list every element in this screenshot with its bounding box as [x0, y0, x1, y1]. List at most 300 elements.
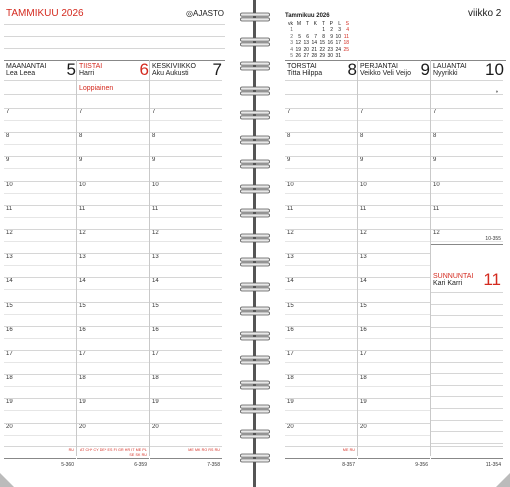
rule: [285, 253, 357, 254]
mini-calendar-day: 3: [290, 40, 293, 46]
rule: [4, 80, 76, 81]
half-rule: [358, 193, 430, 194]
binding-ring: [240, 404, 270, 414]
mini-calendar-header-cell: P: [329, 20, 333, 27]
rule: [4, 156, 76, 157]
half-rule: [285, 338, 357, 339]
half-rule: [358, 217, 430, 218]
mini-calendar-day: 6: [306, 33, 309, 40]
rule: [77, 80, 149, 81]
mini-calendar-day: 15: [319, 40, 325, 46]
binding-ring: [240, 233, 270, 243]
mini-calendar-day: 27: [303, 53, 309, 59]
rule: [77, 108, 149, 109]
day-count: 8-357: [342, 462, 355, 468]
mini-calendar-day: 14: [311, 40, 317, 46]
mini-calendar-day: 1: [290, 27, 293, 33]
hour-label: 19: [287, 399, 294, 406]
rule: [431, 446, 503, 447]
day-name: PERJANTAI: [360, 63, 398, 70]
mini-calendar-day: 30: [327, 53, 333, 59]
half-rule: [77, 144, 149, 145]
binding-ring: [240, 135, 270, 145]
day-name: KESKIVIIKKO: [152, 63, 196, 70]
mini-calendar-day: 5: [290, 53, 293, 59]
sunday-name: SUNNUNTAI: [433, 273, 474, 280]
mini-calendar-week: [285, 53, 349, 60]
half-rule: [150, 168, 222, 169]
rule: [431, 244, 503, 245]
rule: [285, 374, 357, 375]
half-rule: [77, 338, 149, 339]
half-rule: [150, 289, 222, 290]
rule: [4, 108, 76, 109]
hour-label: 7: [152, 109, 156, 115]
rule: [431, 132, 503, 133]
hour-label: 11: [79, 205, 86, 212]
day-number: 10: [485, 60, 504, 79]
day-number: 6: [139, 60, 149, 79]
hour-label: 18: [6, 375, 13, 382]
rule: [285, 156, 357, 157]
binding-ring: [240, 61, 270, 71]
rule: [358, 80, 430, 81]
hour-label: 14: [287, 278, 294, 285]
half-rule: [358, 265, 430, 266]
rule: [77, 398, 149, 399]
hour-label: 12: [433, 230, 440, 236]
half-rule: [150, 193, 222, 194]
rule: [431, 229, 503, 230]
half-rule: [285, 168, 357, 169]
half-rule: [358, 362, 430, 363]
hour-label: 12: [287, 230, 294, 236]
mini-calendar-day: 13: [303, 40, 309, 46]
sunday-number: 11: [483, 270, 501, 289]
half-rule: [4, 386, 76, 387]
mini-calendar-day: 11: [343, 33, 349, 40]
half-rule: [77, 410, 149, 411]
half-rule: [358, 435, 430, 436]
mini-calendar: [285, 13, 349, 60]
hour-label: 17: [6, 351, 13, 357]
hour-label: 14: [6, 278, 13, 285]
half-rule: [358, 241, 430, 242]
week-label: viikko 2: [468, 8, 502, 19]
rule: [285, 132, 357, 133]
binding-ring: [240, 86, 270, 96]
rule: [285, 446, 357, 447]
half-rule: [285, 241, 357, 242]
rule: [4, 132, 76, 133]
half-rule: [358, 386, 430, 387]
half-rule: [150, 265, 222, 266]
day-count: 7-358: [207, 462, 220, 468]
half-rule: [285, 289, 357, 290]
half-rule: [4, 120, 76, 121]
country-flags: ME MK RO RS RU: [188, 448, 220, 452]
hour-label: 16: [6, 326, 13, 333]
half-rule: [358, 168, 430, 169]
mini-calendar-day: [341, 53, 349, 60]
rule: [150, 446, 222, 447]
half-rule: [77, 217, 149, 218]
mini-calendar-day: 19: [295, 46, 301, 53]
rule: [285, 277, 357, 278]
half-rule: [4, 362, 76, 363]
mini-calendar-day: 24: [335, 46, 341, 53]
rule: [4, 302, 76, 303]
hour-label: 20: [79, 423, 86, 430]
rule: [358, 156, 430, 157]
half-rule: [150, 386, 222, 387]
hour-label: 8: [152, 133, 156, 140]
rule: [4, 181, 76, 182]
binding-ring: [240, 453, 270, 463]
rule: [150, 108, 222, 109]
mini-calendar-day: 7: [314, 33, 317, 40]
hour-label: 18: [360, 375, 367, 382]
hour-label: 11: [6, 205, 13, 212]
half-rule: [150, 362, 222, 363]
hour-label: 19: [152, 399, 159, 406]
hour-label: 14: [152, 278, 159, 285]
rule: [150, 350, 222, 351]
page-corner-right: [496, 473, 510, 487]
binding-ring: [240, 282, 270, 292]
hour-label: 16: [287, 326, 294, 333]
hour-label: 9: [360, 157, 364, 164]
saturday-day-count: 10-355: [485, 236, 501, 242]
day-count: 5-360: [61, 462, 74, 468]
rule: [431, 156, 503, 157]
half-rule: [285, 217, 357, 218]
mini-calendar-day: 4: [290, 46, 293, 53]
hour-label: 11: [287, 205, 294, 212]
hour-label: 9: [287, 157, 291, 164]
binding-ring: [240, 110, 270, 120]
mini-calendar-header-cell: M: [296, 20, 301, 27]
hour-label: 15: [79, 302, 86, 309]
hour-label: 13: [287, 254, 294, 261]
hour-label: 12: [152, 230, 159, 236]
rule: [77, 181, 149, 182]
hour-label: 10: [360, 181, 367, 188]
rule: [77, 229, 149, 230]
rule: [4, 94, 76, 95]
hour-label: 15: [152, 302, 159, 309]
rule: [285, 302, 357, 303]
half-rule: [285, 410, 357, 411]
half-rule: [285, 120, 357, 121]
rule: [358, 458, 430, 459]
mini-calendar-day: 12: [295, 40, 301, 46]
rule: [358, 94, 430, 95]
hour-label: 19: [79, 399, 86, 406]
mini-calendar-day: 9: [330, 33, 333, 40]
hour-label: 18: [287, 375, 294, 382]
half-rule: [285, 144, 357, 145]
hour-label: 8: [287, 133, 291, 140]
half-rule: [77, 120, 149, 121]
rule: [358, 350, 430, 351]
hour-label: 7: [6, 109, 10, 115]
rule: [150, 181, 222, 182]
rule: [358, 108, 430, 109]
rule: [4, 277, 76, 278]
mini-calendar-header-cell: L: [338, 20, 341, 27]
day-name: TIISTAI: [79, 63, 103, 70]
half-rule: [77, 193, 149, 194]
hour-label: 8: [360, 133, 364, 140]
mini-calendar-day: 29: [319, 53, 325, 59]
sunday-day-count: 11-354: [485, 462, 501, 468]
rule: [4, 398, 76, 399]
rule: [358, 398, 430, 399]
day-number: 5: [66, 60, 76, 79]
mini-calendar-day: 3: [338, 27, 341, 33]
half-rule: [77, 386, 149, 387]
rule: [150, 326, 222, 327]
day-count: 9-356: [415, 462, 428, 468]
half-rule: [4, 193, 76, 194]
mini-calendar-day: 22: [319, 46, 325, 53]
half-rule: [150, 435, 222, 436]
name-day: Lea Leea: [6, 70, 36, 77]
rule: [431, 205, 503, 206]
left-page: [0, 0, 229, 487]
rule: [77, 423, 149, 424]
hour-label: 18: [152, 375, 159, 382]
rule: [150, 94, 222, 95]
half-rule: [77, 168, 149, 169]
hour-label: 16: [152, 326, 159, 333]
half-rule: [150, 241, 222, 242]
mini-calendar-day: 8: [322, 33, 325, 40]
half-rule: [285, 193, 357, 194]
day-name: LAUANTAI: [433, 63, 467, 70]
half-rule: [431, 168, 503, 169]
rule: [4, 326, 76, 327]
name-day: Harri: [79, 70, 95, 77]
half-rule: [77, 314, 149, 315]
binding-ring: [240, 37, 270, 47]
hour-label: 12: [6, 230, 13, 236]
half-rule: [4, 168, 76, 169]
hour-label: 8: [79, 133, 83, 140]
rule: [431, 362, 503, 363]
half-rule: [4, 314, 76, 315]
half-rule: [150, 217, 222, 218]
rule: [77, 374, 149, 375]
half-rule: [358, 314, 430, 315]
hour-label: 7: [433, 109, 437, 115]
binding-ring: [240, 159, 270, 169]
sunday-person: Kari Karri: [433, 280, 463, 287]
mini-calendar-header-cell: T: [321, 20, 325, 27]
rule: [77, 326, 149, 327]
rule: [358, 181, 430, 182]
rule: [150, 302, 222, 303]
half-rule: [285, 435, 357, 436]
mini-calendar-day: 2: [290, 33, 293, 40]
mini-calendar-day: 26: [295, 53, 301, 59]
rule: [4, 350, 76, 351]
rule: [150, 253, 222, 254]
binding-ring: [240, 429, 270, 439]
half-rule: [150, 314, 222, 315]
hour-label: 15: [360, 302, 367, 309]
mini-calendar-day: 21: [311, 46, 317, 53]
holiday-label: Loppiainen: [79, 85, 114, 92]
rule: [431, 443, 503, 444]
rule: [77, 205, 149, 206]
name-day: Nyyrikki: [433, 70, 458, 77]
half-rule: [431, 193, 503, 194]
hour-label: 11: [433, 205, 440, 212]
rule: [285, 181, 357, 182]
rule: [4, 253, 76, 254]
hour-label: 12: [360, 230, 367, 236]
half-rule: [358, 410, 430, 411]
rule: [285, 458, 357, 459]
rule: [358, 326, 430, 327]
rule: [431, 396, 503, 397]
half-rule: [77, 289, 149, 290]
half-rule: [431, 217, 503, 218]
hour-label: 9: [152, 157, 156, 164]
half-rule: [4, 435, 76, 436]
binding-ring: [240, 12, 270, 22]
hour-label: 7: [79, 109, 83, 115]
half-rule: [431, 120, 503, 121]
ajasto-logo: ◎AJASTO: [186, 9, 224, 18]
rule: [431, 458, 503, 459]
rule: [285, 229, 357, 230]
day-number: 7: [212, 60, 222, 79]
half-rule: [77, 435, 149, 436]
day-count: 6-359: [134, 462, 147, 468]
rule: [285, 94, 357, 95]
rule: [77, 94, 149, 95]
half-rule: [4, 241, 76, 242]
rule: [431, 420, 503, 421]
rule: [358, 205, 430, 206]
hour-label: 9: [79, 157, 83, 164]
half-rule: [150, 410, 222, 411]
mini-calendar-day: 1: [322, 27, 325, 33]
rule: [431, 94, 503, 95]
hour-label: 7: [360, 109, 364, 115]
month-title: TAMMIKUU 2026: [6, 8, 84, 19]
half-rule: [150, 338, 222, 339]
mini-calendar-title: Tammikuu 2026: [285, 13, 330, 19]
hour-label: 17: [360, 351, 367, 357]
rule: [285, 350, 357, 351]
hour-label: 11: [152, 205, 159, 212]
hour-label: 10: [6, 181, 13, 188]
hour-label: 13: [79, 254, 86, 261]
ajasto-logo-icon: ◎: [186, 9, 193, 18]
hour-label: 19: [6, 399, 13, 406]
hour-label: 17: [79, 351, 86, 357]
rule: [77, 156, 149, 157]
rule: [77, 253, 149, 254]
moon-phase-icon: ◑: [495, 89, 499, 95]
binding-ring: [240, 257, 270, 267]
binding-ring: [240, 184, 270, 194]
rule: [150, 156, 222, 157]
rule: [150, 229, 222, 230]
rule: [431, 108, 503, 109]
rule: [150, 205, 222, 206]
rule: [150, 277, 222, 278]
half-rule: [4, 144, 76, 145]
rule: [358, 253, 430, 254]
rule: [4, 446, 76, 447]
hour-label: 20: [360, 423, 367, 430]
hour-label: 10: [433, 181, 440, 188]
half-rule: [4, 217, 76, 218]
half-rule: [358, 338, 430, 339]
rule: [4, 458, 76, 459]
rule: [431, 181, 503, 182]
rule: [77, 277, 149, 278]
mini-calendar-header-cell: vk: [288, 20, 293, 27]
half-rule: [77, 241, 149, 242]
hour-label: 9: [6, 157, 10, 164]
day-number: 9: [420, 60, 430, 79]
mini-calendar-day: 25: [343, 46, 349, 53]
mini-calendar-day: 5: [298, 33, 301, 40]
hour-label: 9: [433, 157, 437, 164]
hour-label: 14: [79, 278, 86, 285]
hour-label: 8: [433, 133, 437, 140]
half-rule: [4, 265, 76, 266]
day-name: TORSTAI: [287, 63, 317, 70]
rule: [285, 398, 357, 399]
mini-calendar-header-cell: K: [313, 20, 317, 27]
mini-calendar-day: 23: [327, 46, 333, 53]
rule: [431, 385, 503, 386]
hour-label: 10: [287, 181, 294, 188]
name-day: Aku Aukusti: [152, 70, 189, 77]
rule: [150, 374, 222, 375]
binding-ring: [240, 355, 270, 365]
mini-calendar-day: 18: [343, 40, 349, 46]
hour-label: 10: [79, 181, 86, 188]
hour-label: 16: [360, 326, 367, 333]
rule: [77, 350, 149, 351]
rule: [77, 458, 149, 459]
rule: [431, 431, 503, 432]
half-rule: [4, 338, 76, 339]
rule: [431, 315, 503, 316]
hour-label: 13: [360, 254, 367, 261]
mini-calendar-day: 28: [311, 53, 317, 59]
rule: [4, 229, 76, 230]
page-corner-left: [0, 473, 14, 487]
half-rule: [285, 386, 357, 387]
rule: [150, 423, 222, 424]
half-rule: [431, 144, 503, 145]
half-rule: [358, 289, 430, 290]
rule: [77, 302, 149, 303]
day-number: 8: [347, 60, 357, 79]
half-rule: [4, 289, 76, 290]
hour-label: 11: [360, 205, 367, 212]
rule: [431, 350, 503, 351]
